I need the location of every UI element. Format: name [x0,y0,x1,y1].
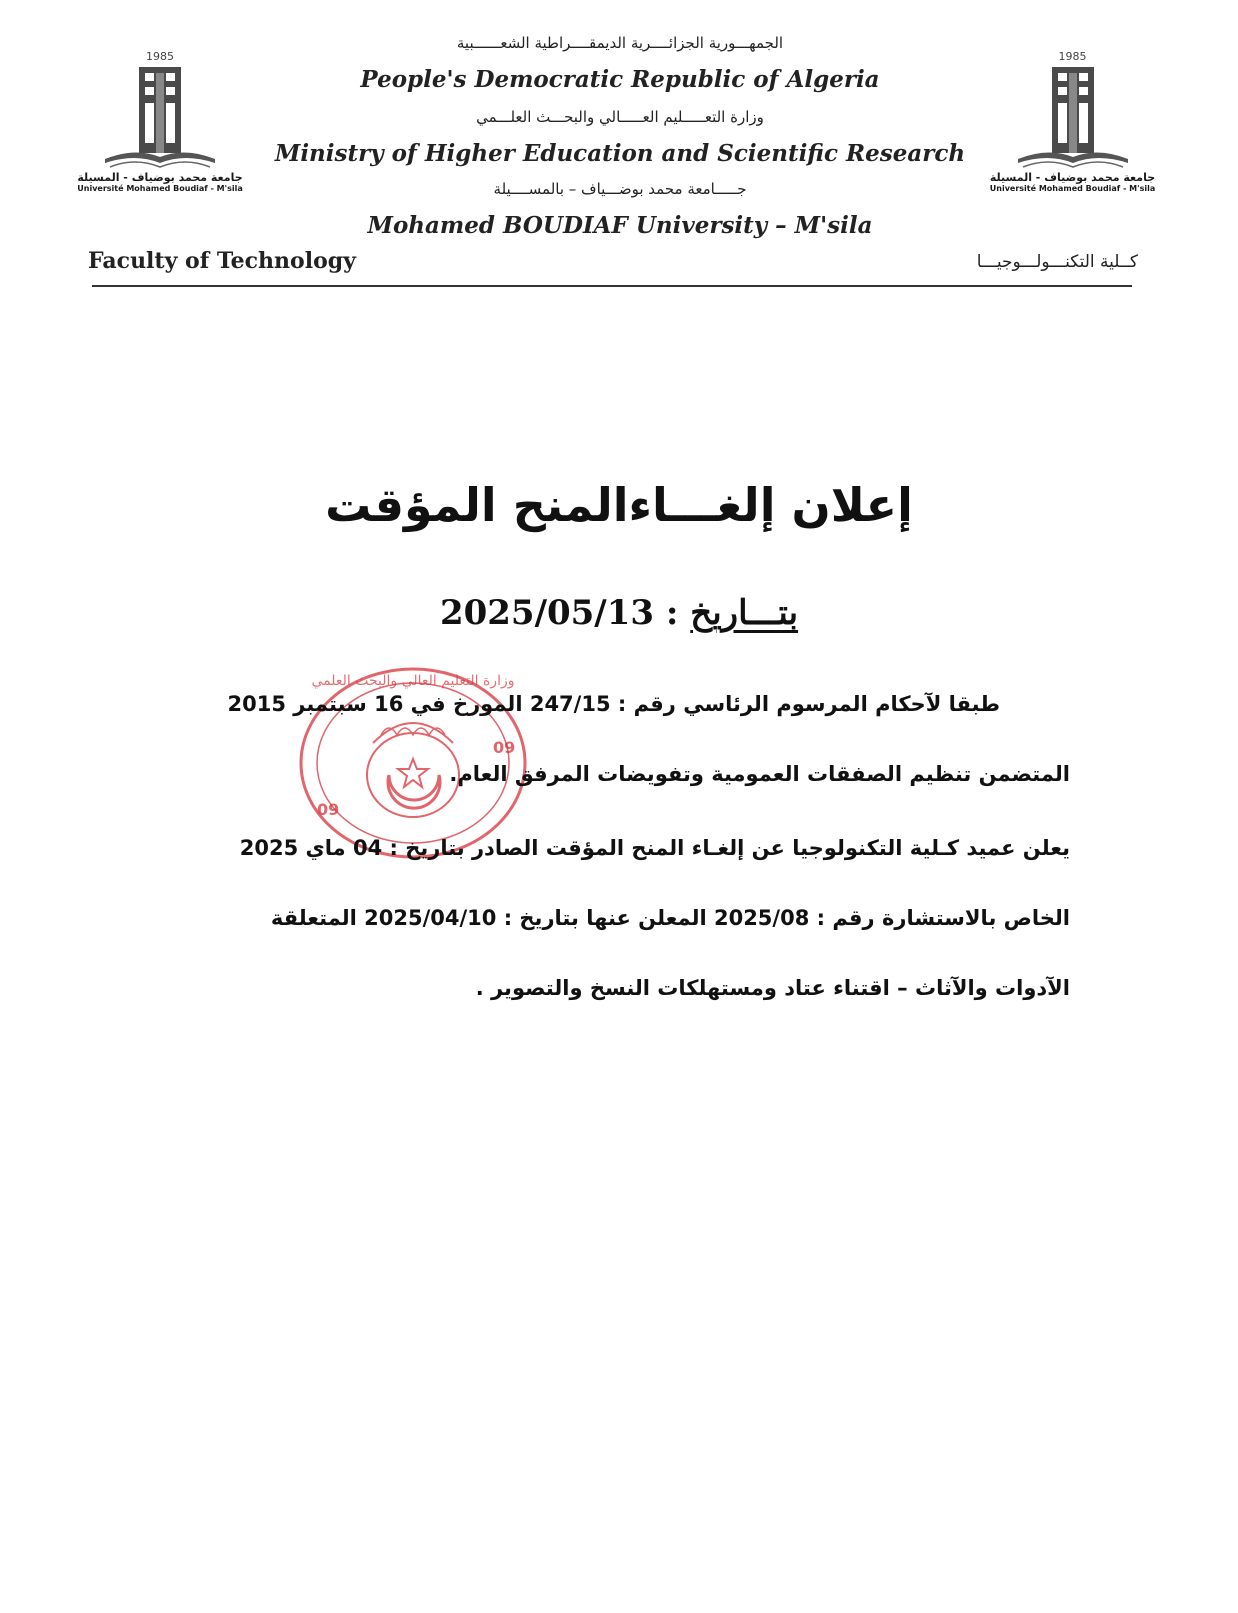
date-value: 2025/05/13 [439,593,655,633]
logo-year: 1985 [1058,50,1087,63]
body-line-4: الخاص بالاستشارة رقم : 2025/08 المعلن عنها بتاريخ : 2025/04/10 المتعلقة [270,906,1070,930]
university-tower-icon [1018,63,1128,171]
faculty-arabic: كــلية التكنـــولـــوجيـــا [976,252,1138,272]
stamp-number: 09 [317,800,340,819]
faculty-english: Faculty of Technology [88,248,356,274]
body-line-1: طبقا لآحكام المرسوم الرئاسي رقم : 247/15 المورخ في 16 سبتمبر 2015 [227,692,1000,716]
ministry-english: Ministry of Higher Education and Scientific Research [274,140,966,167]
announcement-title: إعلان إلغـــاءالمنح المؤقت [325,478,913,532]
university-logo-right [985,50,1160,193]
body-line-2: المتضمن تنظيم الصفقات العمومية وتفويضات المرفق العام. [449,762,1070,786]
header-divider [92,285,1132,287]
logo-year: 1985 [146,50,174,63]
date-label: بتـــاريخ [690,593,799,633]
logo-arabic-text: جامعة محمد بوضياف - المسيلة [989,171,1156,184]
body-line-3: يعلن عميد كـلية التكنولوجيا عن إلغـاء المنح المؤقت الصادر بتاريخ : 04 ماي 2025 [239,836,1070,860]
university-english: Mohamed BOUDIAF University – M'sila [367,212,873,239]
stamp-text: وزارة التعليم العالي والبحث العلمي [311,673,515,689]
body-line-5: الآدوات والآثاث – اقتناء عتاد ومستهلكات النسخ والتصوير . [475,976,1070,1000]
announcement-date [0,593,1238,633]
date-separator: : [654,593,691,633]
republic-arabic: الجمهـــورية الجزائــــرية الديمقــــراطية الشعــــــبية [456,34,784,52]
logo-french-text: Université Mohamed Boudiaf - M'sila [77,184,243,193]
republic-english: People's Democratic Republic of Algeria [360,66,880,93]
university-tower-icon [105,63,215,171]
ministry-arabic: وزارة التعـــــليم العـــــالي والبحـــث العلـــمي [476,108,764,126]
logo-arabic-text: جامعة محمد بوضياف - المسيلة [77,171,243,184]
university-arabic: جـــــامعة محمد بوضـــياف – بالمســــيلة [493,180,747,198]
university-logo-left [70,50,250,193]
stamp-number: 09 [493,738,516,757]
logo-french-text: Université Mohamed Boudiaf - M'sila [989,184,1156,193]
